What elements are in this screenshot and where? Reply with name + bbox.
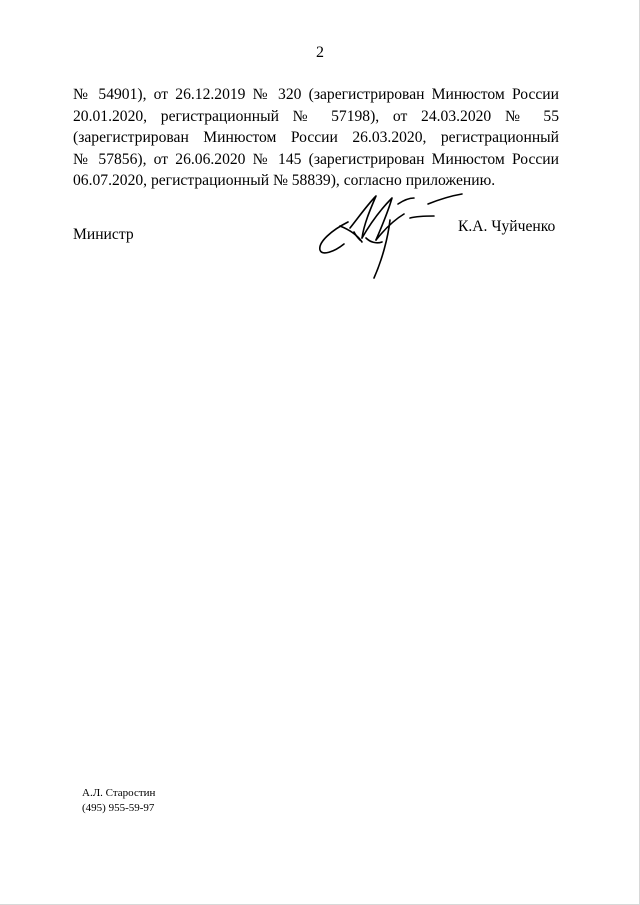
page-number: 2 bbox=[316, 44, 324, 61]
body-line: 06.07.2020, регистрационный № 58839), согласно приложению. bbox=[73, 172, 496, 190]
body-line: № 54901), от 26.12.2019 № 320 (зарегистрирован Минюстом России bbox=[73, 86, 559, 103]
body-paragraph bbox=[73, 84, 559, 192]
body-line: 20.01.2020, регистрационный № 57198), от 24.03.2020 № 55 bbox=[73, 107, 559, 125]
executor-block bbox=[82, 786, 155, 816]
body-line: № 57856), от 26.06.2020 № 145 (зарегистрирован Минюстом России bbox=[73, 150, 559, 168]
body-line: (зарегистрирован Минюстом России 26.03.2020, регистрационный bbox=[73, 129, 559, 147]
executor-name: А.Л. Старостин bbox=[82, 787, 156, 799]
executor-phone: (495) 955-59-97 bbox=[82, 802, 155, 814]
signature-icon bbox=[310, 190, 470, 285]
signatory-name: К.А. Чуйченко bbox=[458, 218, 556, 235]
signatory-title: Министр bbox=[73, 226, 134, 243]
